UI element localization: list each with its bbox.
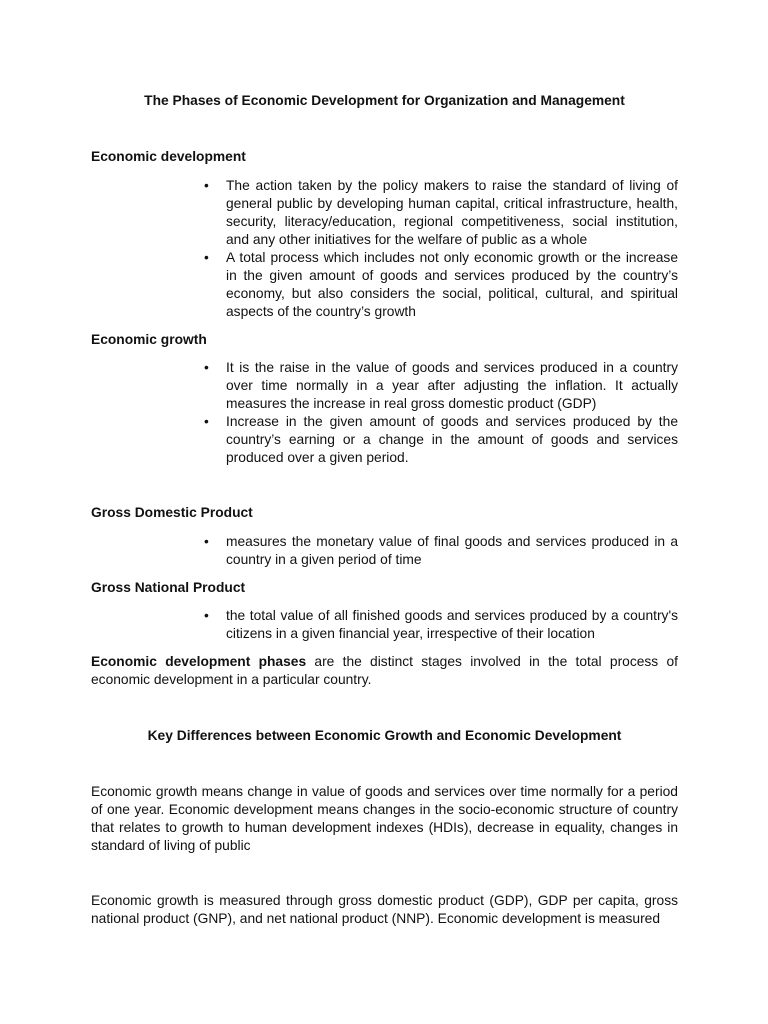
list-item-text: Increase in the given amount of goods and services produced by the country’s earning or a change in the amount of goods and services produced over a given period. [226, 414, 678, 465]
bullet-list-gnp [91, 607, 678, 643]
heading-economic-development: Economic development [91, 149, 246, 164]
key-differences-paragraph-1: Economic growth means change in value of goods and services over time normally for a period of one year. Economic development means changes in the socio-economic structure of country that relates to growth to human development indexes (HDIs), decrease in equality, changes in standard of living of public [91, 784, 678, 853]
list-item [91, 359, 678, 413]
list-item-text: The action taken by the policy makers to raise the standard of living of general public by developing human capital, critical infrastructure, health, security, literacy/education, regional competitiveness, social institution, and any other initiatives for the welfare of public as a whole [226, 178, 678, 247]
phases-text: are the distinct stages involved in the total process of economic development in a particular country. [91, 654, 678, 687]
bullet-icon: • [204, 250, 209, 265]
bullet-list-economic-growth [91, 359, 678, 467]
list-item-text: A total process which includes not only economic growth or the increase in the given amount of goods and services produced by the country’s economy, but also considers the social, political, cultural, and spiritual aspects of the country’s growth [226, 250, 678, 319]
list-item-text: the total value of all finished goods and services produced by a country's citizens in a given financial year, irrespective of their location [226, 608, 678, 641]
bullet-list-gdp [91, 533, 678, 569]
key-differences-heading: Key Differences between Economic Growth and Economic Development [147, 728, 622, 743]
bullet-icon: • [204, 360, 209, 375]
phases-term: Economic development phases [91, 654, 307, 669]
bullet-icon: • [204, 178, 209, 193]
bullet-icon: • [204, 608, 209, 623]
heading-economic-growth: Economic growth [91, 332, 207, 347]
list-item [91, 249, 678, 321]
document-page [91, 0, 678, 1024]
list-item [91, 533, 678, 569]
heading-gross-domestic-product: Gross Domestic Product [91, 505, 253, 520]
list-item [91, 413, 678, 467]
phases-paragraph [91, 653, 678, 689]
list-item-text: It is the raise in the value of goods and services produced in a country over time normally in a year after adjusting the inflation. It actually measures the increase in real gross domestic product (GDP) [226, 360, 678, 411]
bullet-icon: • [204, 414, 209, 429]
bullet-icon: • [204, 534, 209, 549]
document-title: The Phases of Economic Development for Organization and Management [144, 93, 625, 108]
list-item [91, 607, 678, 643]
heading-gross-national-product: Gross National Product [91, 580, 246, 595]
bullet-list-economic-development [91, 177, 678, 321]
list-item [91, 177, 678, 249]
key-differences-paragraph-2: Economic growth is measured through gross domestic product (GDP), GDP per capita, gross national product (GNP), and net national product (NNP). Economic development is measured [91, 893, 678, 926]
list-item-text: measures the monetary value of final goods and services produced in a country in a given period of time [226, 534, 678, 567]
